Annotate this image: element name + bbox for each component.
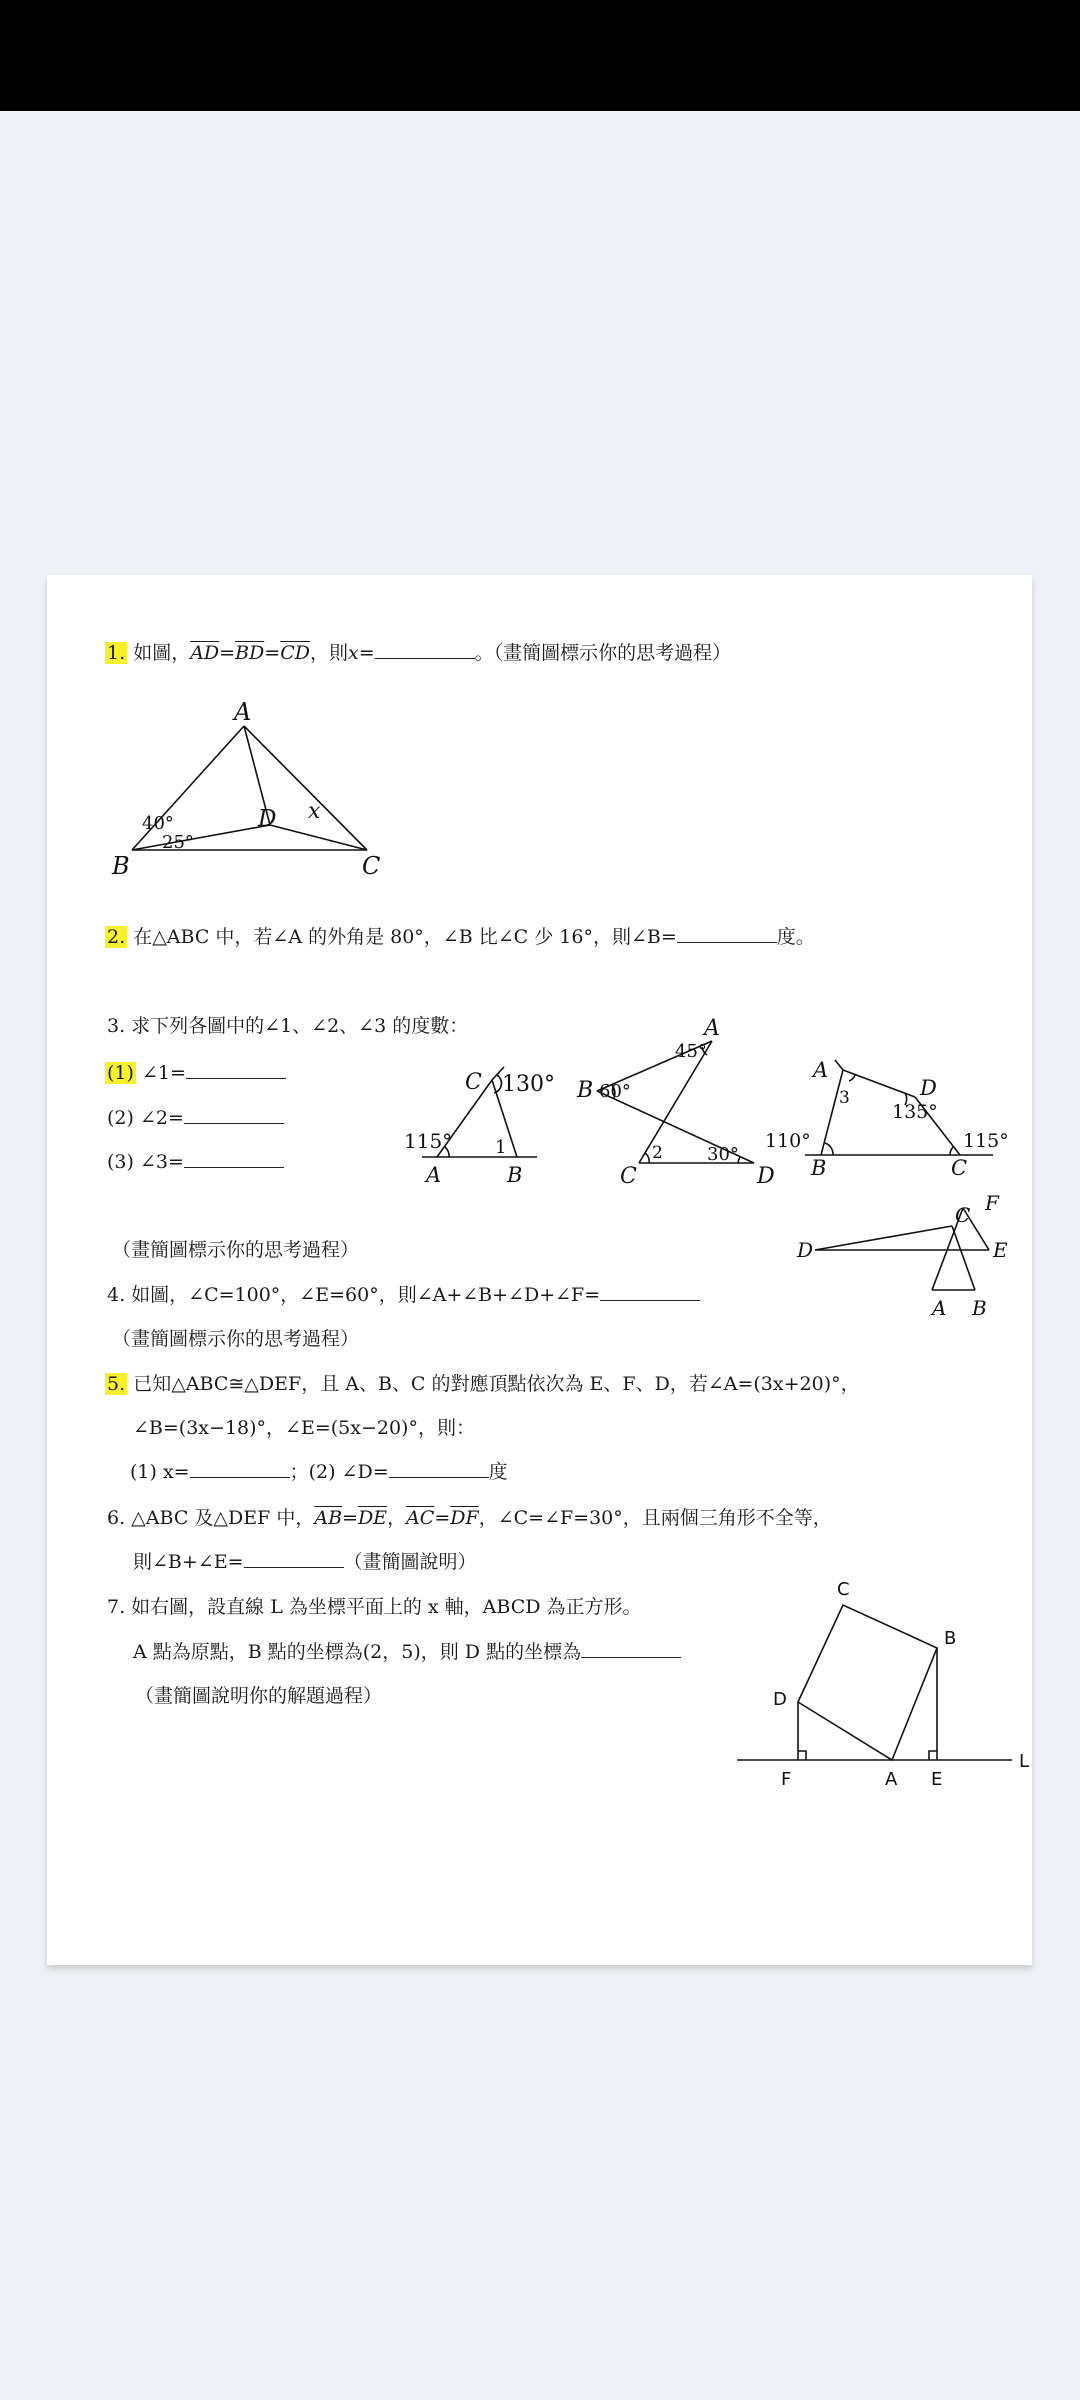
label-C: C xyxy=(620,1164,637,1189)
text: ，∠C=∠F=30°，且兩個三角形不全等， xyxy=(478,1507,832,1529)
segment: $\overline{AC}$ xyxy=(406,1507,435,1529)
question-7-line-2 xyxy=(133,1639,681,1665)
answer-blank[interactable] xyxy=(581,1639,681,1658)
q1-figure xyxy=(112,690,412,880)
question-5 xyxy=(105,1371,860,1397)
text: ；(2) ∠D= xyxy=(289,1461,389,1483)
question-5-line-2: ∠B=(3x−18)°，∠E=(5x−20)°，則： xyxy=(133,1417,475,1439)
text: 已知△ABC≅△DEF，且 A、B、C 的對應頂點依次為 E、F、D，若∠A=(3x+20)°， xyxy=(133,1373,860,1395)
question-number: 1. xyxy=(107,642,126,664)
label-C: C xyxy=(362,852,381,880)
angle-60: 60° xyxy=(599,1081,631,1102)
answer-blank[interactable] xyxy=(190,1459,290,1478)
segment: $\overline{CD}$ xyxy=(280,642,310,664)
label-A: A xyxy=(426,1163,442,1187)
question-7-line-3: （畫簡圖說明你的解題過程） xyxy=(135,1685,383,1707)
text: = xyxy=(358,642,375,664)
text: 度 xyxy=(488,1461,508,1483)
question-6-line-2 xyxy=(133,1549,477,1575)
angle-1: 1 xyxy=(495,1137,507,1158)
label-D: D xyxy=(773,1689,787,1710)
label-F: F xyxy=(985,1191,999,1215)
question-3-part-1 xyxy=(105,1060,286,1086)
text: 則∠B+∠E= xyxy=(133,1551,244,1573)
segment: $\overline{BD}$ xyxy=(235,642,265,664)
label-E: E xyxy=(993,1238,1008,1262)
q3-figure-1 xyxy=(352,1065,555,1195)
text: (1) x= xyxy=(130,1461,190,1483)
label-A: A xyxy=(932,1296,947,1320)
answer-blank[interactable] xyxy=(184,1105,284,1124)
label-F: F xyxy=(781,1769,792,1790)
part-number: (2) xyxy=(107,1107,134,1129)
angle-115: 115° xyxy=(404,1129,453,1153)
text: ∠1= xyxy=(141,1062,186,1084)
label-x: x xyxy=(308,799,321,824)
answer-blank[interactable] xyxy=(184,1149,284,1168)
label-E: E xyxy=(931,1769,943,1790)
q3-figure-2 xyxy=(552,1013,792,1188)
question-3-part-3 xyxy=(107,1149,284,1175)
angle-40: 40° xyxy=(142,813,174,834)
angle-110: 110° xyxy=(765,1130,811,1152)
label-D: D xyxy=(920,1076,937,1100)
segment: $\overline{DF}$ xyxy=(450,1507,479,1529)
label-B: B xyxy=(811,1156,827,1180)
answer-blank[interactable] xyxy=(600,1282,700,1301)
question-4-note: （畫簡圖標示你的思考過程） xyxy=(112,1328,360,1350)
text: （畫簡圖說明） xyxy=(343,1551,477,1573)
text: = xyxy=(342,1507,358,1529)
label-B: B xyxy=(577,1078,594,1103)
label-A: A xyxy=(813,1058,829,1082)
answer-blank[interactable] xyxy=(244,1549,344,1568)
label-A: A xyxy=(704,1016,720,1041)
label-C: C xyxy=(955,1203,971,1227)
segment: $\overline{AD}$ xyxy=(190,642,220,664)
angle-135: 135° xyxy=(892,1101,938,1123)
angle-2: 2 xyxy=(652,1143,663,1163)
text: ∠2= xyxy=(139,1107,184,1129)
label-B: B xyxy=(944,1628,957,1649)
label-A: A xyxy=(885,1769,898,1790)
part-number: (1) xyxy=(107,1062,134,1084)
text: A 點為原點，B 點的坐標為(2，5)，則 D 點的坐標為 xyxy=(133,1641,582,1663)
text: ，則 xyxy=(310,642,349,664)
question-3-part-2 xyxy=(107,1105,284,1131)
text: 。（畫簡圖標示你的思考過程） xyxy=(474,642,732,664)
text: 如圖， xyxy=(133,642,191,664)
q7-figure xyxy=(687,1575,1030,1795)
q4-figure xyxy=(747,1191,1047,1330)
question-3-title: 3. 求下列各圖中的∠1、∠2、∠3 的度數： xyxy=(107,1015,469,1037)
label-L: L xyxy=(1019,1751,1030,1772)
text: = xyxy=(434,1507,451,1529)
question-number: 2. xyxy=(107,926,126,948)
worksheet-page xyxy=(47,575,1032,1965)
question-5-answers xyxy=(130,1459,508,1485)
question-4 xyxy=(107,1282,700,1308)
part-number: (3) xyxy=(107,1151,134,1173)
answer-blank[interactable] xyxy=(186,1060,286,1079)
answer-blank[interactable] xyxy=(375,640,475,659)
angle-3: 3 xyxy=(839,1088,850,1108)
label-B: B xyxy=(972,1296,987,1320)
question-2 xyxy=(105,924,815,950)
angle-25: 25° xyxy=(162,832,194,853)
label-D: D xyxy=(797,1238,814,1262)
answer-blank[interactable] xyxy=(389,1459,489,1478)
text: ， xyxy=(387,1507,407,1529)
label-B: B xyxy=(112,852,130,880)
q3-figure-3 xyxy=(765,1055,1025,1185)
angle-45: 45° xyxy=(675,1041,707,1062)
text: = xyxy=(219,642,236,664)
question-6 xyxy=(107,1505,832,1531)
label-C: C xyxy=(837,1579,850,1600)
angle-130: 130° xyxy=(502,1072,555,1097)
text: 6. △ABC 及△DEF 中， xyxy=(107,1507,315,1529)
text: = xyxy=(264,642,281,664)
label-A: A xyxy=(234,698,252,726)
question-1 xyxy=(105,640,731,666)
text: 在△ABC 中，若∠A 的外角是 80°，∠B 比∠C 少 16°，則∠B= xyxy=(133,926,677,948)
segment: $\overline{AB}$ xyxy=(314,1507,343,1529)
label-D: D xyxy=(757,1164,775,1189)
answer-blank[interactable] xyxy=(677,924,777,943)
label-D: D xyxy=(258,806,277,832)
label-C: C xyxy=(951,1156,968,1180)
status-bar xyxy=(0,0,1080,111)
question-4-note-top: （畫簡圖標示你的思考過程） xyxy=(112,1239,360,1261)
text: 度。 xyxy=(776,926,815,948)
variable: x xyxy=(348,642,359,664)
segment: $\overline{DE}$ xyxy=(357,1507,388,1529)
question-7: 7. 如右圖，設直線 L 為坐標平面上的 x 軸，ABCD 為正方形。 xyxy=(107,1596,642,1618)
question-number: 5. xyxy=(107,1373,126,1395)
angle-115: 115° xyxy=(963,1130,1009,1152)
text: 4. 如圖，∠C=100°，∠E=60°，則∠A+∠B+∠D+∠F= xyxy=(107,1284,601,1306)
text: ∠3= xyxy=(139,1151,184,1173)
label-C: C xyxy=(465,1070,482,1095)
angle-30: 30° xyxy=(707,1144,739,1165)
label-B: B xyxy=(507,1163,523,1187)
